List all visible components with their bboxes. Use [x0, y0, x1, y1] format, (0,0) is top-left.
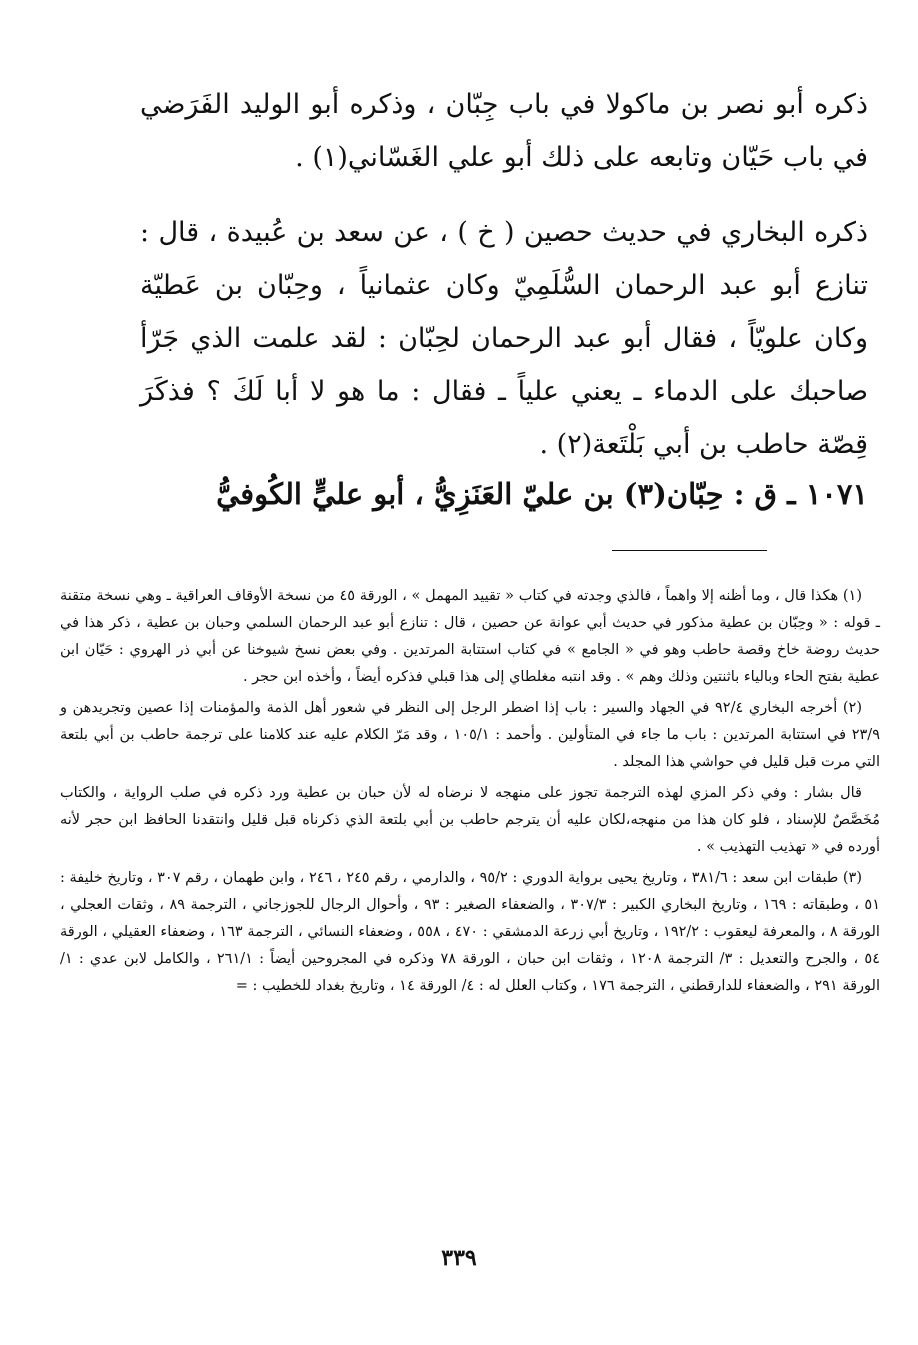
main-paragraph-2: [140, 206, 868, 471]
footnotes-section: [60, 583, 880, 1004]
footnote-1: (١) هكذا قال ، وما أظنه إلا واهماً ، فالذي وجدته في كتاب « تقييد المهمل » ، الورقة ٤٥ من نسخة الأوقاف العراقية ـ وهي نسخة متقنة ـ قوله : « وحِبّان بن عطية مذكور في حديث أبي عوانة عن حصين ، قال : تنازع أبو عبد الرحمان السلمي وحبان بن عطية ، ذكر هذا في حديث روضة خاخ وقصة حاطب وهو في « الجامع » في كتاب استتابة المرتدين . وفي بعض نسخ شيوخنا عن أبي ذر الهروي : حَيّان ابن عطية بفتح الحاء وبالياء باثنتين وذلك وهم » . وقد انتبه مغلطاي إلى هذا قبلي فذكره أيضاً ، وأخذه ابن حجر .: [60, 588, 880, 685]
footnote-3: (٣) طبقات ابن سعد : ٣٨١/٦ ، وتاريخ يحيى برواية الدوري : ٩٥/٢ ، والدارمي ، رقم ٢٤٥ ، ٢٤٦ ، وابن طهمان ، رقم ٣٠٧ ، وتاريخ خليفة : ٥١ ، وطبقاته : ١٦٩ ، وتاريخ البخاري الكبير : ٣٠٧/٣ ، والضعفاء الصغير : ٩٣ ، وأحوال الرجال للجوزجاني ، الترجمة ٨٩ ، وثقات العجلي ، الورقة ٨ ، والمعرفة ليعقوب : ١٩٢/٢ ، وتاريخ أبي زرعة الدمشقي : ٤٧٠ ، ٥٥٨ ، وضعفاء النسائي ، الترجمة ١٦٣ ، وضعفاء العقيلي ، الورقة ٥٤ ، والجرح والتعديل : ٣/ الترجمة ١٢٠٨ ، وثقات ابن حبان ، الورقة ٧٨ وذكره في المجروحين أيضاً : ٢٦١/١ ، والكامل لابن عدي : ١/ الورقة ٢٩١ ، والضعفاء للدارقطني ، الترجمة ١٧٦ ، وكتاب العلل له : ٤/ الورقة ١٤ ، وتاريخ بغداد للخطيب : =: [60, 870, 880, 994]
page-number: ٣٣٩: [441, 1245, 477, 1271]
paragraph-text: ذكره أبو نصر بن ماكولا في باب جِبّان ، وذكره أبو الوليد الفَرَضي في باب حَيّان وتابعه على ذلك أبو علي الغَسّاني(١) .: [140, 89, 868, 173]
footnote-separator: [612, 550, 767, 551]
paragraph-text: ذكره البخاري في حديث حصين ( خ ) ، عن سعد بن عُبيدة ، قال : تنازع أبو عبد الرحمان السُّلَمِيّ وكان عثمانياً ، وحِبّان بن عَطيّة وكان علويّاً ، فقال أبو عبد الرحمان لحِبّان : لقد علمت الذي جَرّأ صاحبك على الدماء ـ يعني علياً ـ فقال : ما هو لا أبا لَكَ ؟ فذكَرَ قِصّة حاطب بن أبي بَلْتَعة(٢) .: [140, 217, 868, 460]
footnote-editor-comment: قال بشار : وفي ذكر المزي لهذه الترجمة تجوز على منهجه لا نرضاه له لأن حبان بن عطية ورد ذكره في صلب الرواية ، والكتاب مُخَصَّصٌ للإسناد ، فلو كان هذا من منهجه،لكان عليه أن يترجم حاطب بن أبي بلتعة الذي ذكرناه قبل قليل وانتقدنا الحافظ ابن حجر لأنه أورده في « تهذيب التهذيب » .: [60, 785, 880, 855]
main-paragraph-1: [140, 78, 868, 184]
footnote-2: (٢) أخرجه البخاري ٩٢/٤ في الجهاد والسير : باب إذا اضطر الرجل إلى النظر في شعور أهل الذمة والمؤمنات إذا عصين وتجريدهن و ٢٣/٩ في استتابة المرتدين : باب ما جاء في المتأولين . وأحمد : ١٠٥/١ ، وقد مَرّ الكلام عليه عند كلامنا على ترجمة حاطب بن أبي بلتعة التي مرت قبل قليل في حواشي هذا المجلد .: [60, 700, 880, 770]
entry-heading: ١٠٧١ ـ ق : حِبّان(٣) بن عليّ العَنَزِيُّ ، أبو عليٍّ الكُوفيُّ: [216, 477, 868, 511]
